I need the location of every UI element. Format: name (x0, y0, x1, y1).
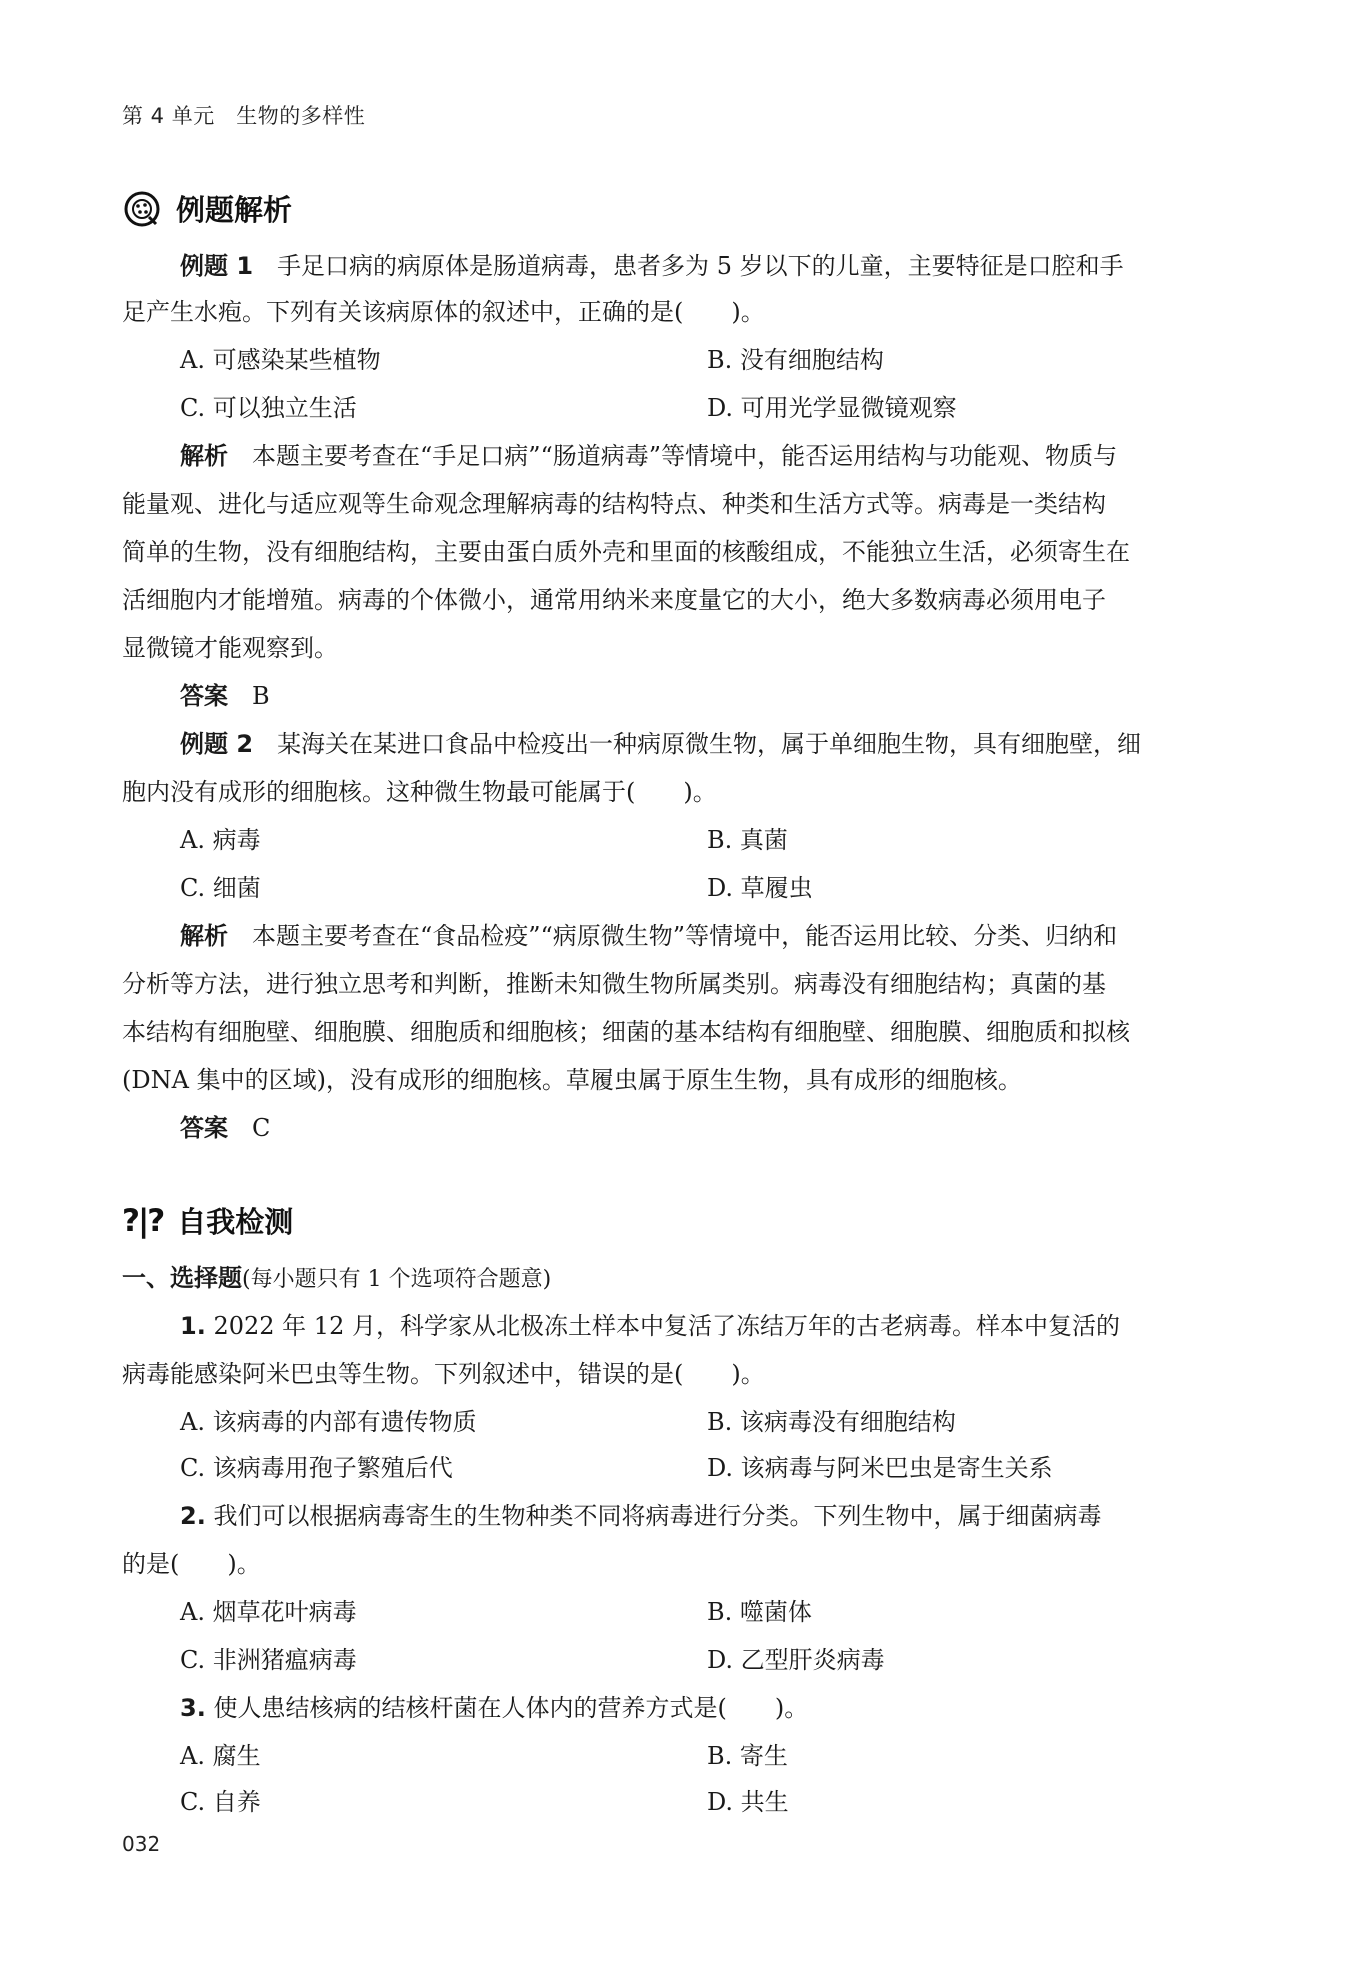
example2-analysis-line4: (DNA 集中的区域)，没有成形的细胞核。草履虫属于原生生物，具有成形的细胞核。 (122, 1066, 1022, 1094)
example2-answer-value: C (252, 1114, 271, 1142)
example1-analysis-line4: 活细胞内才能增殖。病毒的个体微小，通常用纳米来度量它的大小，绝大多数病毒必须用电子 (122, 586, 1106, 614)
magnifier-icon (122, 189, 162, 229)
q3-option-a: A. 腐生 (180, 1742, 261, 1770)
q3-option-b: B. 寄生 (707, 1742, 788, 1770)
part1-note: (每小题只有 1 个选项符合题意) (242, 1267, 552, 1292)
example2-option-c: C. 细菌 (180, 874, 261, 902)
section-title-text: 自我检测 (177, 1205, 294, 1239)
q1-line1: 1. 2022 年 12 月，科学家从北极冻土样本中复活了冻结万年的古老病毒。样本中复活的 (180, 1312, 1120, 1340)
example1-analysis-label: 解析 (180, 442, 228, 470)
section-title-self-test (122, 1200, 293, 1241)
question-marks-icon: ?|? (122, 1202, 164, 1239)
q2-line2: 的是( )。 (122, 1550, 261, 1578)
q2-number: 2. (180, 1502, 206, 1530)
section-title-examples (122, 188, 292, 229)
example1-option-b: B. 没有细胞结构 (707, 346, 884, 374)
q3-number: 3. (180, 1694, 206, 1722)
example1-analysis-line5: 显微镜才能观察到。 (122, 634, 338, 662)
section-title-text: 例题解析 (176, 193, 293, 227)
example2-analysis-label: 解析 (180, 922, 228, 950)
example2-analysis-line1: 解析 本题主要考查在“食品检疫”“病原微生物”等情境中，能否运用比较、分类、归纳和 (180, 922, 1118, 950)
example1-answer (180, 680, 270, 712)
example2-analysis-line3: 本结构有细胞壁、细胞膜、细胞质和细胞核；细菌的基本结构有细胞壁、细胞膜、细胞质和拟核 (122, 1018, 1130, 1046)
example2-question-line2: 胞内没有成形的细胞核。这种微生物最可能属于( )。 (122, 778, 717, 806)
example2-label: 例题 2 (180, 730, 254, 758)
example1-label: 例题 1 (180, 252, 254, 280)
q1-line2: 病毒能感染阿米巴虫等生物。下列叙述中，错误的是( )。 (122, 1360, 765, 1388)
q2-option-a: A. 烟草花叶病毒 (180, 1598, 357, 1626)
q2-line1: 2. 我们可以根据病毒寄生的生物种类不同将病毒进行分类。下列生物中，属于细菌病毒 (180, 1502, 1102, 1530)
q1-number: 1. (180, 1312, 206, 1340)
example1-analysis-line3: 简单的生物，没有细胞结构，主要由蛋白质外壳和里面的核酸组成，不能独立生活，必须寄生在 (122, 538, 1130, 566)
example2-option-a: A. 病毒 (180, 826, 261, 854)
q2-option-d: D. 乙型肝炎病毒 (707, 1646, 885, 1674)
example2-answer (180, 1112, 270, 1144)
example1-question-line2: 足产生水疱。下列有关该病原体的叙述中，正确的是( )。 (122, 298, 765, 326)
q3-option-c: C. 自养 (180, 1788, 261, 1816)
page-number: 032 (122, 1832, 161, 1856)
example1-analysis-line2: 能量观、进化与适应观等生命观念理解病毒的结构特点、种类和生活方式等。病毒是一类结构 (122, 490, 1106, 518)
q2-option-c: C. 非洲猪瘟病毒 (180, 1646, 357, 1674)
example2-answer-label: 答案 (180, 1114, 228, 1142)
example1-answer-label: 答案 (180, 682, 228, 710)
example1-option-a: A. 可感染某些植物 (180, 346, 381, 374)
q1-option-d: D. 该病毒与阿米巴虫是寄生关系 (707, 1454, 1053, 1482)
running-header: 第 4 单元 生物的多样性 (122, 104, 366, 128)
q3-line1: 3. 使人患结核病的结核杆菌在人体内的营养方式是( )。 (180, 1694, 809, 1722)
q1-option-c: C. 该病毒用孢子繁殖后代 (180, 1454, 453, 1482)
part1-heading: 一、选择题(每小题只有 1 个选项符合题意) (122, 1264, 552, 1292)
example1-analysis-line1: 解析 本题主要考查在“手足口病”“肠道病毒”等情境中，能否运用结构与功能观、物质与 (180, 442, 1118, 470)
q2-option-b: B. 噬菌体 (707, 1598, 812, 1626)
example2-option-d: D. 草履虫 (707, 874, 813, 902)
q1-option-b: B. 该病毒没有细胞结构 (707, 1408, 956, 1436)
example2-question-line1: 例题 2 某海关在某进口食品中检疫出一种病原微生物，属于单细胞生物，具有细胞壁，细 (180, 730, 1142, 758)
example1-option-d: D. 可用光学显微镜观察 (707, 394, 957, 422)
example2-option-b: B. 真菌 (707, 826, 788, 854)
example1-question-line1: 例题 1 手足口病的病原体是肠道病毒，患者多为 5 岁以下的儿童，主要特征是口腔和手 (180, 252, 1124, 280)
q3-option-d: D. 共生 (707, 1788, 789, 1816)
example1-option-c: C. 可以独立生活 (180, 394, 357, 422)
example2-analysis-line2: 分析等方法，进行独立思考和判断，推断未知微生物所属类别。病毒没有细胞结构；真菌的基 (122, 970, 1106, 998)
q1-option-a: A. 该病毒的内部有遗传物质 (180, 1408, 477, 1436)
example1-answer-value: B (252, 682, 270, 710)
